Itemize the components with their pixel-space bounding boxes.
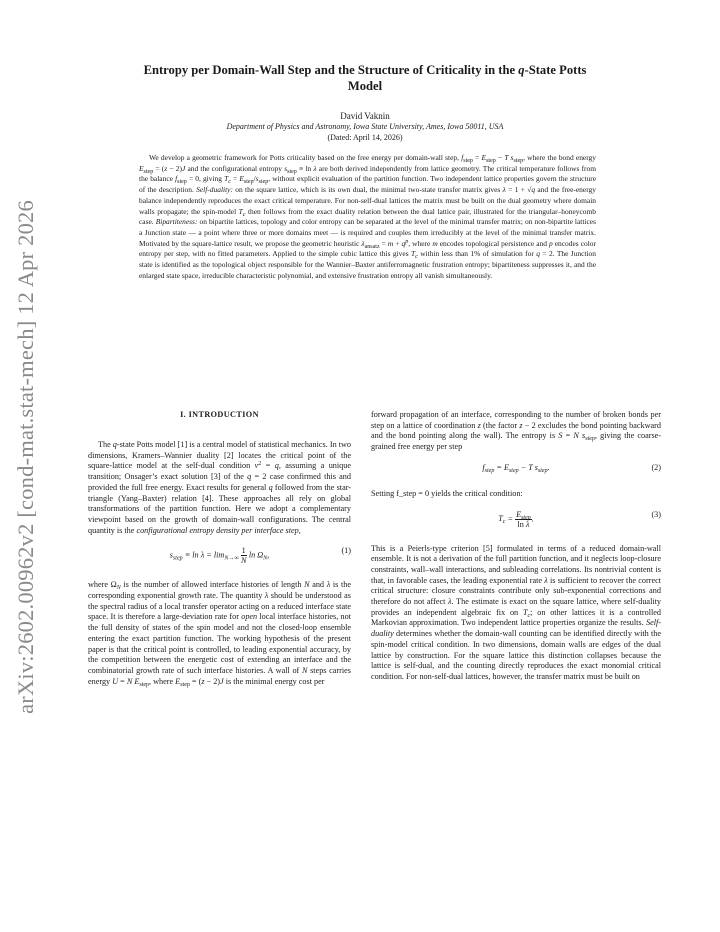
author-name: David Vaknin bbox=[340, 111, 390, 121]
arxiv-sidebar-stamp bbox=[4, 200, 48, 714]
left-column bbox=[88, 410, 352, 688]
section-heading: I. INTRODUCTION bbox=[180, 410, 259, 419]
abstract: We develop a geometric framework for Potts criticality based on the free energy per domain-wall step, $f_{step} = E_{step} - T$ $s_{step}$, where the bond energy $E_{step} = (z - 2)J$ and the configurational entropy $s_{step} \equiv \ln \lambda$ are both derived independently from lattice geometry. The critical temperature follows from the balance $f_{step} = 0$, giving $T_c = E_{step}/s_{step}$, without explicit evaluation of the partition function. Two independent lattice properties govern the structure of the description. Self-duality: on the square lattice, which is its own dual, the minimal two-state transfer matrix gives λ = 1 + √q and the free-energy balance independently reproduces the exact critical temperature. For non-self-dual lattices the matrix must be built on the dual geometry where domain walls propagate; the spin-model $T_c$ then follows from the exact duality relation between the dual lattice pair, illustrated for the triangular–honeycomb case. Bipartiteness: on bipartite lattices, topology and color entropy can be separated at the level of the minimal transfer matrix; on non-bipartite lattices a Junction state — a point where three or more domains meet — is required and couples them irreducibly at the level of the minimal transfer matrix. Motivated by the square-lattice result, we propose the geometric heuristic $\lambda_{ansatz} = m + q^p$, where m encodes topological persistence and p encodes color entropy per step, with no fitted parameters. Applied to the simple cubic lattice this gives $T_c$ within less than 1% of simulation for q = 2. The Junction state is identified as the topological object responsible for the Wannier–Baxter antiferromagnetic frustration entropy; bipartiteness suppresses it, and the enlarged state space, irreducible characteristic polynomial, and extensive frustration entropy all vanish simultaneously. bbox=[139, 153, 597, 280]
equation-1: $s_{step} \equiv \ln \lambda = \lim_{N\to\infty}$ $\frac{1}{N}$ $\ln \Omega_N$, (1) bbox=[169, 546, 351, 566]
right-column bbox=[371, 410, 661, 683]
equation-3-number: (3) bbox=[651, 509, 661, 519]
equation-3: $T_c$ = $E_{step}$ ln λ . (3) bbox=[498, 509, 661, 529]
author-affiliation: Department of Physics and Astronomy, Iowa State University, Ames, Iowa 50011, USA bbox=[226, 122, 504, 131]
equation-2-number: (2) bbox=[651, 462, 661, 472]
right-paragraph-1: forward propagation of an interface, corresponding to the number of broken bonds per step on a lattice of coordination z (the factor z − 2 excludes the bond pointing backward and the bond pointing along the wall). The entropy is S = N $s_{step}$, giving the coarse-grained free energy per step bbox=[371, 410, 662, 452]
date-line: (Dated: April 14, 2026) bbox=[327, 133, 403, 142]
equation-2: $f_{step} = E_{step} - T$ $s_{step}$. (2) bbox=[482, 462, 661, 474]
intro-paragraph-2: where $\Omega_N$ is the number of allowed interface histories of length N and λ is the corresponding exponential growth rate. The quantity λ should be understood as the spectral radius of a local transfer operator acting on a reduced interface state space. It is therefore a large-deviation rate for open local interface histories, not the full density of states of the spin model and not the closed-loop ensemble entering the exact partition function. The working hypothesis of the present paper is that the critical point is controlled, to leading exponential accuracy, by the competition between the energetic cost of extending an interface and the combinatorial growth rate of such interface histories. A wall of N steps carries energy U = N $E_{step}$, where $E_{step} = (z - 2)J$ is the minimal energy cost per bbox=[88, 580, 351, 688]
equation-1-number: (1) bbox=[341, 546, 351, 556]
intro-paragraph-1: The q-state Potts model [1] is a central model of statistical mechanics. In two dimensions, Kramers–Wannier duality [2] locates the critical point of the square-lattice model at the self-dual condition $v^2 = q$, assuming a unique transition; Onsager’s exact solution [3] of the q = 2 case confirmed this and provided the full free energy. Exact results for general q followed from the star-triangle (Yang–Baxter) relation [4]. These approaches all rely on global transformations of the partition function. Here we adopt a complementary viewpoint based on the growth of domain-wall configurations. The central quantity is the configurational entropy density per interface step, bbox=[88, 440, 352, 535]
paper-title: Entropy per Domain-Wall Step and the Structure of Criticality in the q-State Potts Model bbox=[143, 63, 587, 93]
right-paragraph-2: Setting f_step = 0 yields the critical condition: bbox=[371, 488, 523, 498]
arxiv-identifier: arXiv:2602.00962v2 [cond-mat.stat-mech] 12 Apr 2026 bbox=[13, 200, 38, 714]
right-paragraph-3: This is a Peierls-type criterion [5] formulated in terms of a reduced domain-wall ensemble. It is not a derivation of the full partition function, and it neglects loop-closure constraints, wall–wall interactions, and subleading correlations. Its nontrivial content is that, in favorable cases, the leading exponential rate λ is sufficient to recover the correct critical structure: closure constraints contribute only sub-exponential corrections and therefore do not affect λ. The estimate is exact on the square lattice, where self-duality provides an independent algebraic fix on $T_c$; on other lattices it is a controlled Markovian approximation. Two independent lattice properties organize the results. Self-duality determines whether the domain-wall counting can be identified directly with the spin-model critical condition. In two dimensions, domain walls are edges of the dual lattice by construction. For the square lattice this distinction collapses because the lattice is self-dual, and the counting directly reproduces the exact monomial critical condition. For non-self-dual lattices, however, the transfer matrix must be built on bbox=[371, 543, 661, 681]
